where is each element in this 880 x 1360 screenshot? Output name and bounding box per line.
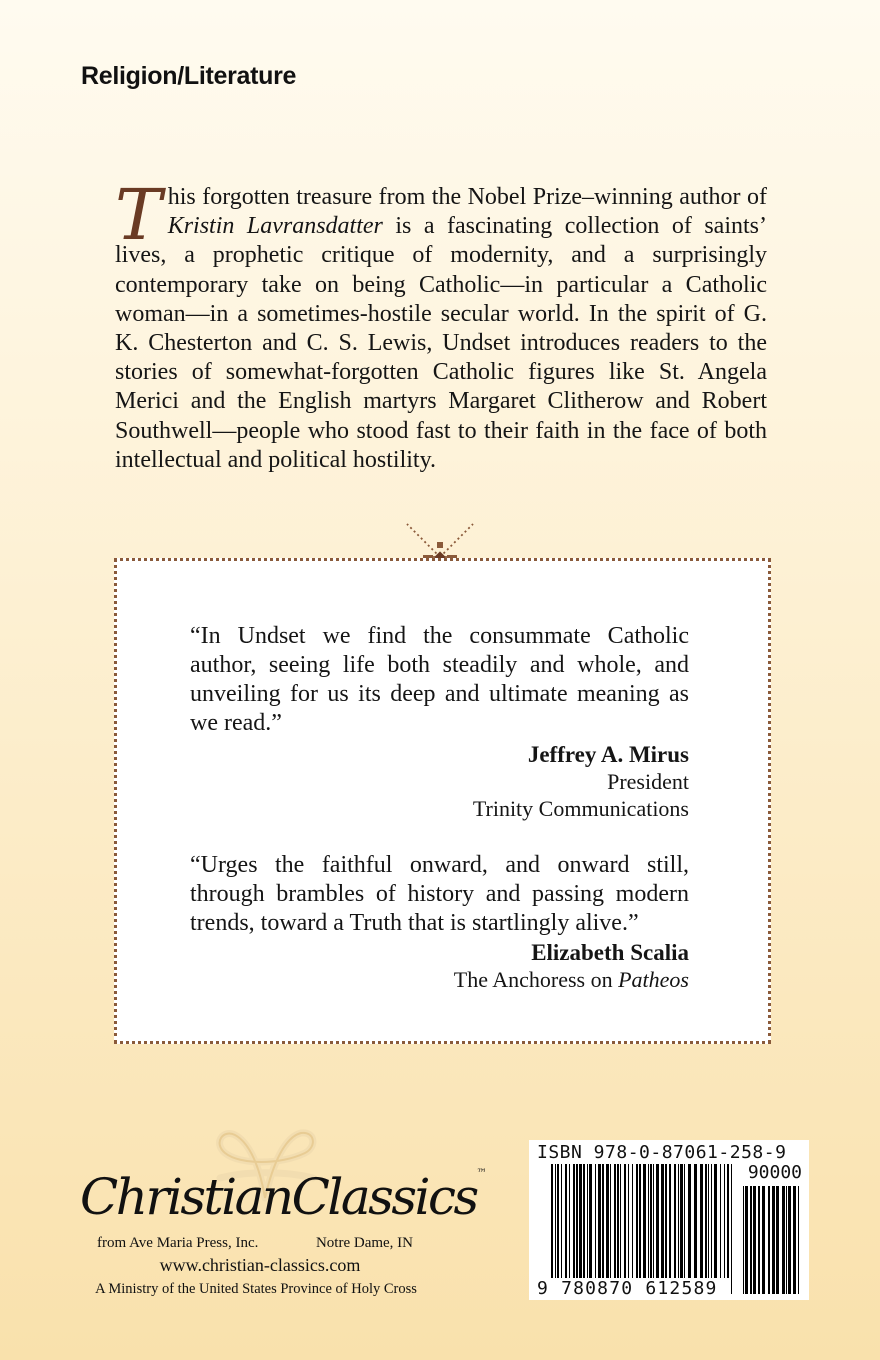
trademark-symbol: ™ xyxy=(476,1168,487,1179)
publisher-from: from Ave Maria Press, Inc. xyxy=(97,1235,259,1251)
blurb-paragraph xyxy=(115,174,768,475)
endorser-role: The Anchoress on Patheos xyxy=(453,967,689,992)
publication-name: Patheos xyxy=(618,967,689,992)
endorser-name: Jeffrey A. Mirus xyxy=(527,742,689,767)
category-label: Religion/Literature xyxy=(81,62,297,90)
endorsement-quote: “Urges the faithful onward, and onward still, through brambles of history and passing modern trends, toward a Truth that is startlingly alive.” xyxy=(190,852,689,936)
isbn-number: ISBN 978-0-87061-258-9 xyxy=(537,1142,787,1163)
endorsement-quote: “In Undset we find the consummate Catholic author, seeing life both steadily and whole, and unveiling for us its deep and ultimate meaning as we read.” xyxy=(190,623,689,736)
endorser-name: Elizabeth Scalia xyxy=(531,940,689,965)
endorsement-attribution xyxy=(454,939,689,993)
drop-cap: T xyxy=(115,174,162,256)
publisher-location: Notre Dame, IN xyxy=(315,1235,413,1251)
publisher-logo: ChristianClassics™ xyxy=(80,1168,487,1226)
blurb-lead: his forgotten treasure from the Nobel Prize–winning author of xyxy=(167,184,767,210)
endorser-organization: Trinity Communications xyxy=(472,796,689,821)
book-title: Kristin Lavransdatter xyxy=(167,213,383,240)
blurb-rest: is a fascinating collection of saints’ lives, a prophetic critique of modernity, and a surprisingly contemporary take on being Catholic—in particular a Catholic woman—in a sometimes-hostile secular world. In the spirit of G. K. Chesterton and C. S. Lewis, Undset introduces readers to the stories of somewhat-forgotten Catholic figures like St. Angela Merici and the English martyrs Margaret Clitherow and Robert Southwell—people who stood fast to their faith in the face of both intellectual and political hostility. xyxy=(115,213,768,473)
publisher-line xyxy=(97,1235,413,1252)
isbn-barcode xyxy=(529,1140,809,1300)
publisher-ministry: A Ministry of the United States Province of Holy Cross xyxy=(95,1281,417,1297)
publisher-website: www.christian-classics.com xyxy=(159,1255,361,1275)
price-code: 90000 xyxy=(747,1162,802,1183)
endorser-role: President xyxy=(607,769,689,794)
endorsement-attribution xyxy=(473,741,689,822)
ean-digits: 9 780870 612589 xyxy=(537,1278,727,1299)
